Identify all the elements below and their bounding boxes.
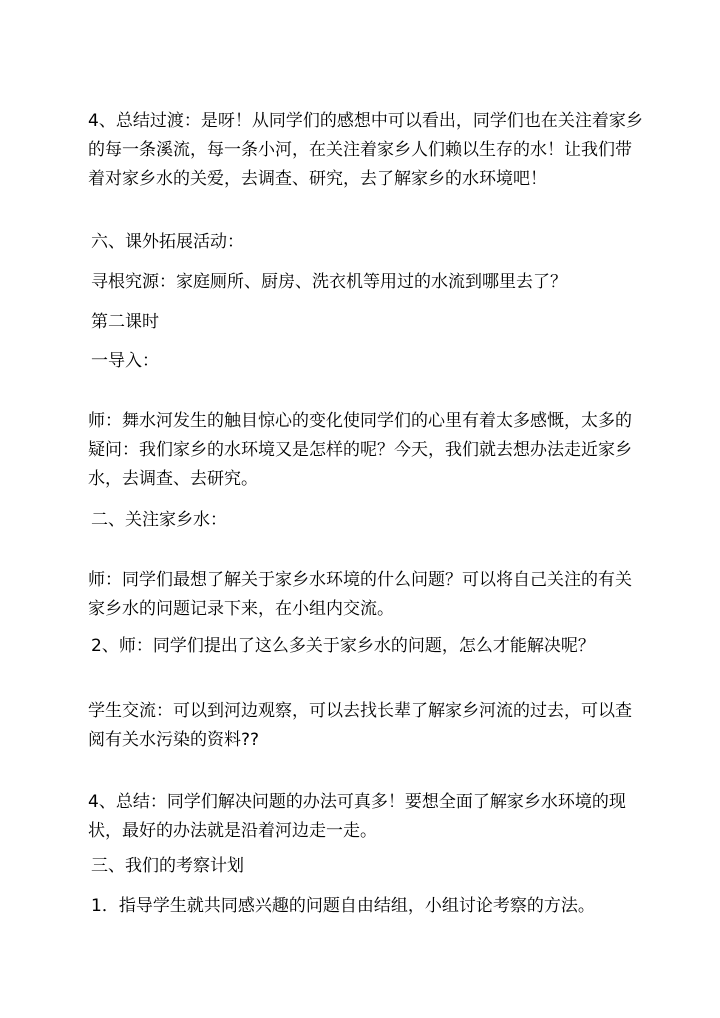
heading-investigation-plan: 三、我们的考察计划 [91, 856, 244, 876]
paragraph-summary: 4、总结：同学们解决问题的办法可真多！要想全面了解家乡水环境的现状，最好的办法就是沿着河边走一走。 [88, 792, 626, 841]
paragraph-teacher-intro: 师：舞水河发生的触目惊心的变化使同学们的心里有着太多感慨，太多的疑问：我们家乡的水环境又是怎样的呢？今天，我们就去想办法走近家乡水，去调查、去研究。 [88, 411, 632, 489]
heading-second-lesson: 第二课时 [91, 312, 159, 332]
paragraph-student-exchange: 学生交流：可以到河边观察，可以去找长辈了解家乡河流的过去，可以查阅有关水污染的资料?? [88, 701, 632, 750]
heading-introduction: 一导入： [91, 351, 159, 371]
heading-extracurricular-activity: 六、课外拓展活动： [91, 232, 244, 252]
heading-focus-hometown-water: 二、关注家乡水： [91, 510, 227, 530]
paragraph-trace-source: 寻根究源：家庭厕所、厨房、洗衣机等用过的水流到哪里去了？ [91, 272, 567, 292]
paragraph-teacher-solve: 2、师：同学们提出了这么多关于家乡水的问题，怎么才能解决呢？ [91, 636, 595, 656]
paragraph-summary-transition: 4、总结过渡：是呀！从同学们的感想中可以看出，同学们也在关注着家乡的每一条溪流，每一条小河，在关注着家乡人们赖以生存的水！让我们带着对家乡水的关爱，去调查、研究，去了解家乡的水环境吧！ [88, 111, 643, 189]
paragraph-teacher-question: 师：同学们最想了解关于家乡水环境的什么问题？可以将自己关注的有关家乡水的问题记录下来，在小组内交流。 [88, 570, 632, 619]
paragraph-guide-students: 1．指导学生就共同感兴趣的问题自由结组，小组讨论考察的方法。 [91, 896, 595, 916]
